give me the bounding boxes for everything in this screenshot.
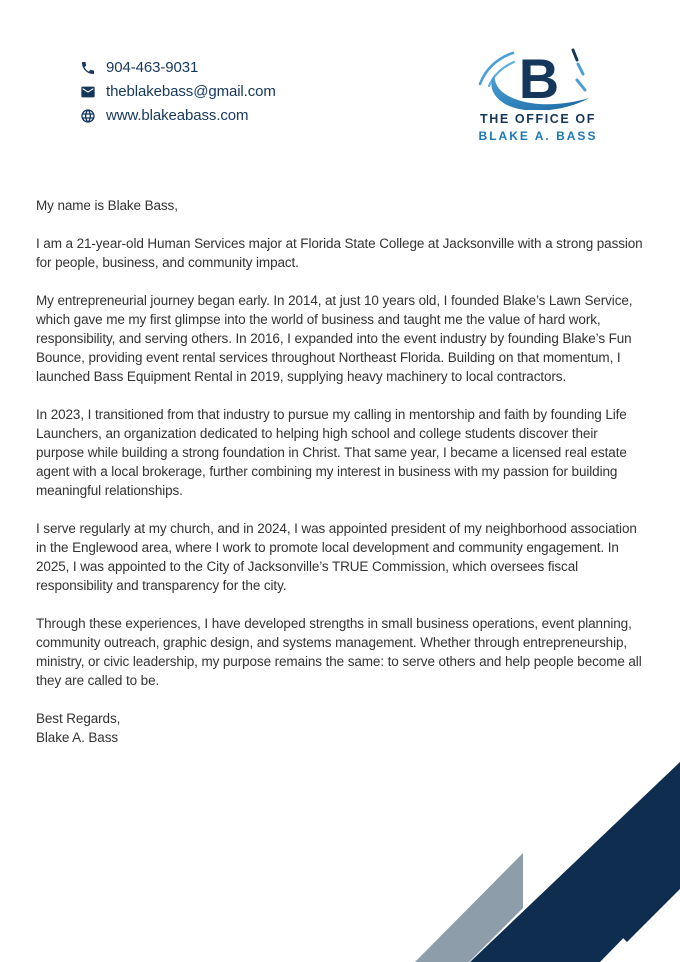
contact-phone-text: 904-463-9031 bbox=[106, 59, 199, 76]
letter-closing: Best Regards, bbox=[36, 711, 121, 726]
dash-top-icon bbox=[573, 50, 577, 60]
globe-icon bbox=[80, 108, 96, 124]
contact-website-row bbox=[80, 107, 276, 124]
contact-email-text: theblakebass@gmail.com bbox=[106, 83, 276, 100]
contact-email-row bbox=[80, 83, 276, 100]
company-logo bbox=[474, 46, 602, 143]
letter-signature: Blake A. Bass bbox=[36, 730, 118, 745]
logo-text-line1: THE OFFICE OF bbox=[480, 112, 596, 126]
contact-block bbox=[80, 59, 276, 124]
letter-body bbox=[36, 196, 649, 747]
contact-phone-row bbox=[80, 59, 276, 76]
dash-middle-icon bbox=[578, 64, 583, 74]
letter-paragraph: Through these experiences, I have developed strengths in small business operations, event planning, community outreach, graphic design, and systems management. Whether through entrepreneurship, ministry, or civic leadership, my purpose remains the same: to serve others and help people become all they are called to be. bbox=[36, 616, 642, 688]
letter-paragraph: I am a 21-year-old Human Services major at Florida State College at Jacksonville with a strong passion for people, business, and community impact. bbox=[36, 236, 643, 270]
envelope-icon bbox=[80, 84, 96, 100]
corner-decoration bbox=[380, 740, 680, 962]
decoration-navy-stripe bbox=[470, 762, 680, 962]
logo-monogram-icon bbox=[477, 46, 599, 110]
letter-paragraph: I serve regularly at my church, and in 2024, I was appointed president of my neighborhood association in the Englewood area, where I work to promote local development and community engagement. In 2025, I was appointed to the City of Jacksonville’s TRUE Commission, which oversees fiscal responsibility and transparency for the city. bbox=[36, 521, 637, 593]
letter-paragraph: In 2023, I transitioned from that industry to pursue my calling in mentorship and faith by founding Life Launchers, an organization dedicated to helping high school and college students discover their purpose while building a strong foundation in Christ. That same year, I became a licensed real estate agent with a local brokerage, further combining my interest in business with my passion for building meaningful relationships. bbox=[36, 407, 627, 498]
logo-monogram-letter: B bbox=[518, 47, 560, 110]
logo-text-line2: BLAKE A. BASS bbox=[478, 129, 598, 143]
dash-bottom-icon bbox=[577, 80, 585, 90]
phone-icon bbox=[80, 60, 96, 76]
letter-salutation: My name is Blake Bass, bbox=[36, 198, 178, 213]
swoosh-arc-outer bbox=[480, 53, 513, 84]
letter-paragraph: My entrepreneurial journey began early. In 2014, at just 10 years old, I founded Blake’s Lawn Service, which gave me my first glimpse into the world of business and taught me the value of hard work, responsibility, and serving others. In 2016, I expanded into the event industry by founding Blake’s Fun Bounce, providing event rental services throughout Northeast Florida. Building on that momentum, I launched Bass Equipment Rental in 2019, supplying heavy machinery to local contractors. bbox=[36, 293, 633, 384]
contact-website-text: www.blakeabass.com bbox=[106, 107, 249, 124]
